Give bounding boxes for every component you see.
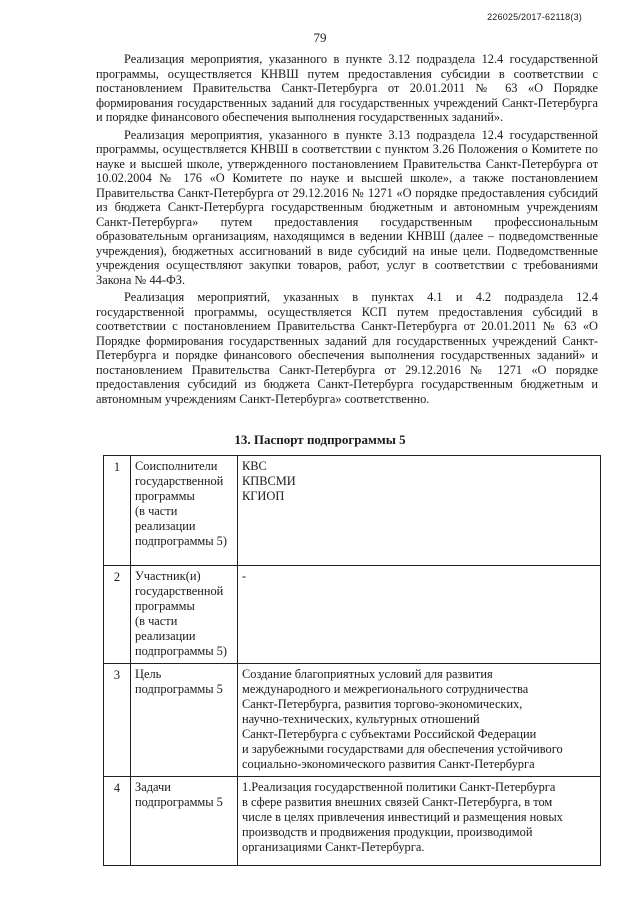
label-line: реализации <box>135 519 196 533</box>
paragraph: Реализация мероприятия, указанного в пункте 3.12 подраздела 12.4 государственной программы, осуществляется КНВШ путем предоставления субсидии в соответствии с постановлением Правительства Санкт-Петербурга от 20.01.2011 № 63 «О Порядке формирования государственных заданий для государственных учреждений Санкт-Петербурга и порядке финансового обеспечения выполнения государственных заданий». <box>96 52 598 124</box>
row-value <box>238 566 601 664</box>
paragraph: Реализация мероприятия, указанного в пункте 3.13 подраздела 12.4 государственной программы, осуществляется КНВШ в соответствии с пунктом 3.26 Положения о Комитете по науке и высшей школе, утвержденного постановлением Правительства Санкт-Петербурга от 10.02.2004 № 176 «О Комитете по науке и высшей школе», а также постановлением Правительства Санкт-Петербурга от 29.12.2016 № 1271 «О порядке предоставления субсидий из бюджета Санкт-Петербурга государственным бюджетным и автономным учреждениям Санкт-Петербурга» путем предоставления государственным профессиональным образовательным организациям, находящимся в ведении КНВШ (далее – подведомственные учреждения), бюджетных ассигнований в виде субсидий на иные цели. Подведомственные учреждения осуществляют закупки товаров, работ, услуг в соответствии с требованиями Закона № 44-ФЗ. <box>96 127 598 287</box>
label-line: Цель <box>135 667 162 681</box>
document-body <box>96 52 598 409</box>
table-row <box>104 566 601 664</box>
row-label <box>131 664 238 777</box>
label-line: государственной <box>135 584 224 598</box>
table-row <box>104 456 601 566</box>
row-value <box>238 777 601 866</box>
label-line: подпрограммы 5 <box>135 682 223 696</box>
label-line: подпрограммы 5 <box>135 795 223 809</box>
label-line: государственной <box>135 474 224 488</box>
value-line: производств и продвижения продукции, производимой <box>242 825 533 839</box>
table-row <box>104 777 601 866</box>
row-label <box>131 456 238 566</box>
row-label <box>131 777 238 866</box>
row-value <box>238 664 601 777</box>
label-line: программы <box>135 489 195 503</box>
value-line: Санкт-Петербурга с субъектами Российской Федерации <box>242 727 537 741</box>
page-number: 79 <box>313 30 327 45</box>
value-line: международного и межрегионального сотрудничества <box>242 682 529 696</box>
label-line: реализации <box>135 629 196 643</box>
table-row <box>104 664 601 777</box>
value-line: КГИОП <box>242 489 285 503</box>
document-number: 226025/2017-62118(3) <box>487 12 582 22</box>
value-line: 1.Реализация государственной политики Санкт-Петербурга <box>242 780 556 794</box>
value-line: социально-экономического развития Санкт-Петербурга <box>242 757 535 771</box>
value-line: и зарубежными государствами для обеспечения устойчивого <box>242 742 563 756</box>
value-line: КВС <box>242 459 267 473</box>
label-line: подпрограммы 5) <box>135 534 227 548</box>
row-number: 4 <box>104 777 131 866</box>
label-line: Задачи <box>135 780 171 794</box>
label-line: Соисполнители <box>135 459 218 473</box>
label-line: (в части <box>135 504 178 518</box>
value-line: КПВСМИ <box>242 474 296 488</box>
value-line: числе в целях привлечения инвестиций и размещения новых <box>242 810 563 824</box>
value-line: в сфере развития внешних связей Санкт-Петербурга, в том <box>242 795 553 809</box>
value-line: Санкт-Петербурга, развития торгово-экономических, <box>242 697 523 711</box>
value-line: организациями Санкт-Петербурга. <box>242 840 425 854</box>
row-number: 3 <box>104 664 131 777</box>
label-line: Участник(и) <box>135 569 201 583</box>
value-line: - <box>242 569 247 583</box>
row-number: 1 <box>104 456 131 566</box>
value-line: Создание благоприятных условий для развития <box>242 667 493 681</box>
label-line: программы <box>135 599 195 613</box>
label-line: (в части <box>135 614 178 628</box>
row-value <box>238 456 601 566</box>
paragraph: Реализация мероприятий, указанных в пунктах 4.1 и 4.2 подраздела 12.4 государственной программы, осуществляется КСП путем предоставления субсидий в соответствии с постановлением Правительства Санкт-Петербурга от 20.01.2011 № 63 «О Порядке формирования государственных заданий для государственных учреждений Санкт-Петербурга и порядке финансового обеспечения выполнения государственных заданий» и постановлением Правительства Санкт-Петербурга от 29.12.2016 № 1271 «О порядке предоставления субсидий из бюджета Санкт-Петербурга государственным бюджетным и автономным учреждениям Санкт-Петербурга» соответственно. <box>96 290 598 406</box>
section-title: 13. Паспорт подпрограммы 5 <box>234 432 406 447</box>
row-label <box>131 566 238 664</box>
row-number: 2 <box>104 566 131 664</box>
subprogram-passport-table <box>103 455 601 866</box>
label-line: подпрограммы 5) <box>135 644 227 658</box>
value-line: научно-технических, культурных отношений <box>242 712 480 726</box>
